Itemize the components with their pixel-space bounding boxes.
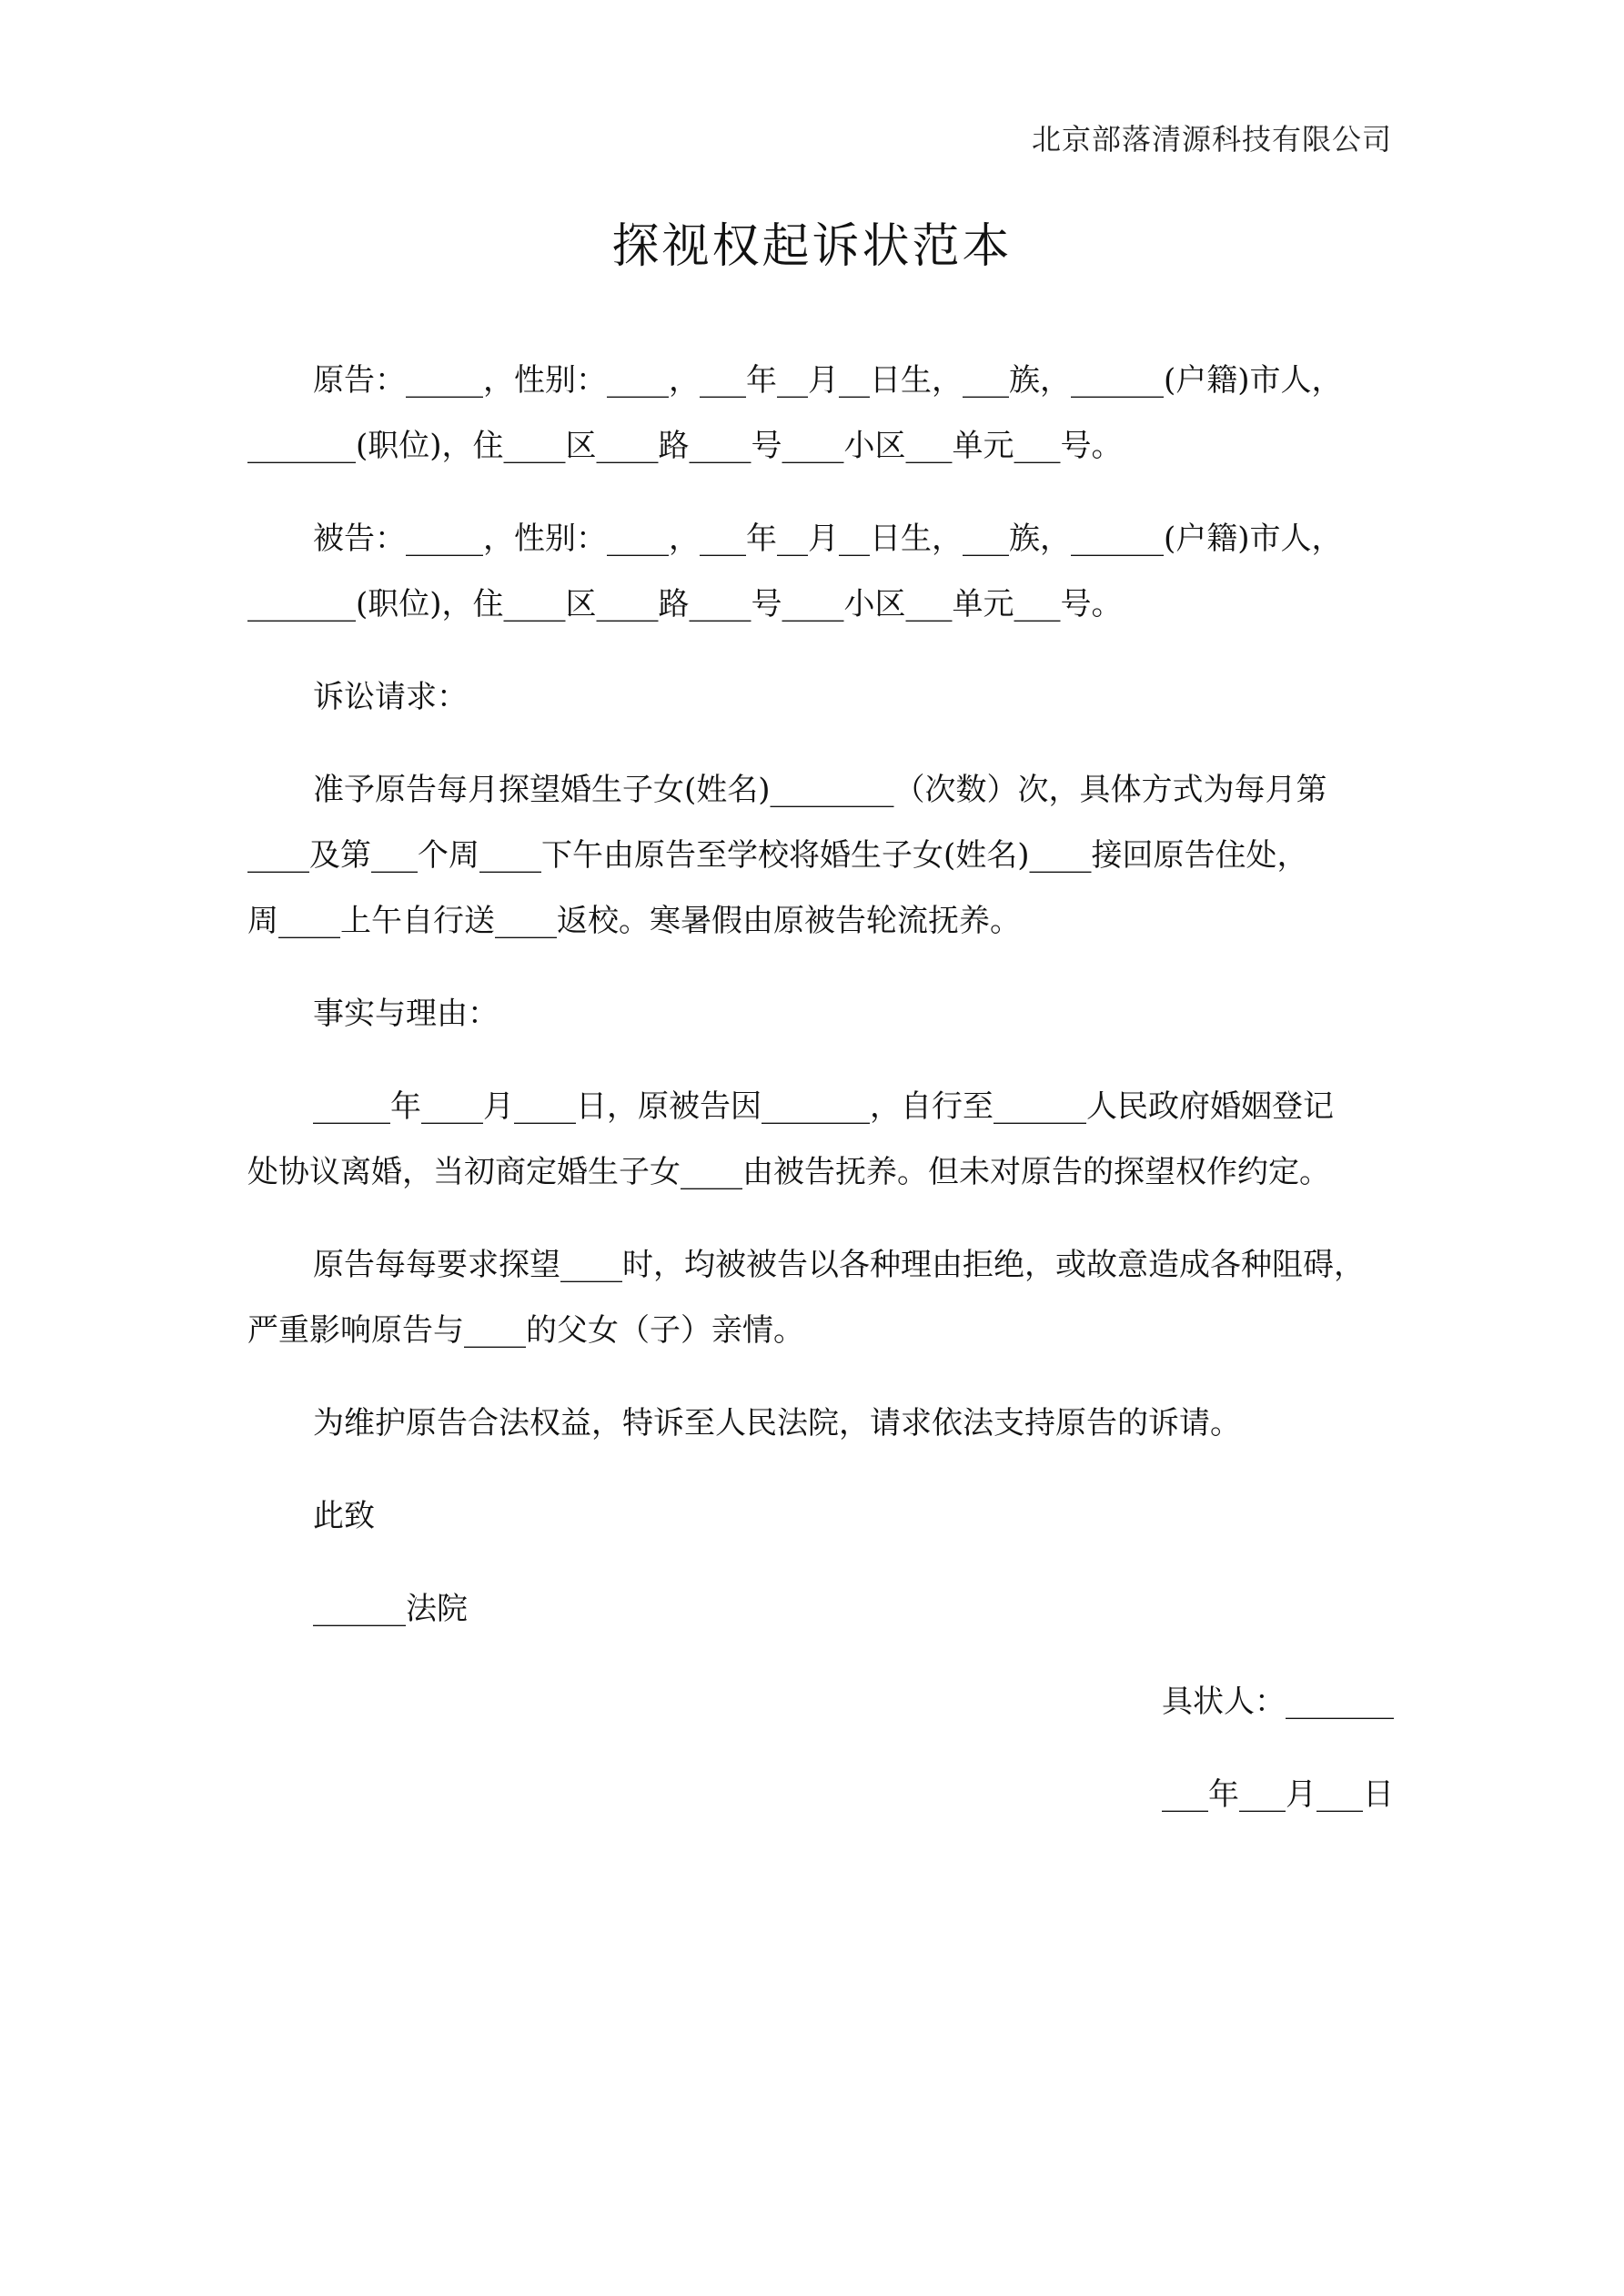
facts-paragraph-1 — [247, 1074, 1394, 1205]
plaintiff-line-2: _______(职位)，住____区____路____号____小区___单元___号。 — [247, 428, 1123, 464]
salutation: 此致 — [313, 1498, 375, 1534]
claims-line-1: 准予原告每月探望婚生子女(姓名)________（次数）次，具体方式为每月第 — [313, 772, 1327, 808]
claims-line-3: 周____上午自行送____返校。寒暑假由原被告轮流抚养。 — [247, 903, 1021, 939]
facts-paragraph-3: 为维护原告合法权益，特诉至人民法院，请求依法支持原告的诉请。 — [313, 1405, 1241, 1441]
company-name: 北京部落清源科技有限公司 — [1031, 122, 1392, 157]
document-body — [247, 348, 1394, 1855]
facts-heading: 事实与理由： — [313, 996, 499, 1032]
facts-paragraph-2 — [247, 1232, 1394, 1363]
court-name: ______法院 — [313, 1591, 468, 1627]
plaintiff-line-1: 原告：_____，性别：____，___年__月__日生，___族，______(户籍)市人， — [313, 362, 1343, 399]
claims-heading: 诉讼请求： — [313, 679, 468, 715]
claims-line-2: ____及第___个周____下午由原告至学校将婚生子女(姓名)____接回原告住处， — [247, 837, 1308, 874]
signature-line: 具状人：_______ — [1162, 1684, 1394, 1720]
defendant-line-1: 被告：_____，性别：____，___年__月__日生，___族，______(户籍)市人， — [313, 521, 1343, 557]
date-line: ___年___月___日 — [1162, 1776, 1394, 1813]
facts1-line-1: _____年____月____日，原被告因_______，自行至______人民政府婚姻登记 — [313, 1088, 1334, 1125]
plaintiff-paragraph — [247, 348, 1394, 479]
claims-paragraph — [247, 757, 1394, 954]
facts2-line-2: 严重影响原告与____的父女（子）亲情。 — [247, 1312, 804, 1349]
defendant-line-2: _______(职位)，住____区____路____号____小区___单元___号。 — [247, 586, 1123, 622]
facts2-line-1: 原告每每要求探望____时，均被被告以各种理由拒绝，或故意造成各种阻碍， — [313, 1247, 1365, 1283]
facts1-line-2: 处协议离婚，当初商定婚生子女____由被告抚养。但未对原告的探望权作约定。 — [247, 1154, 1330, 1190]
defendant-paragraph — [247, 506, 1394, 637]
document-title: 探视权起诉状范本 — [611, 219, 1013, 274]
